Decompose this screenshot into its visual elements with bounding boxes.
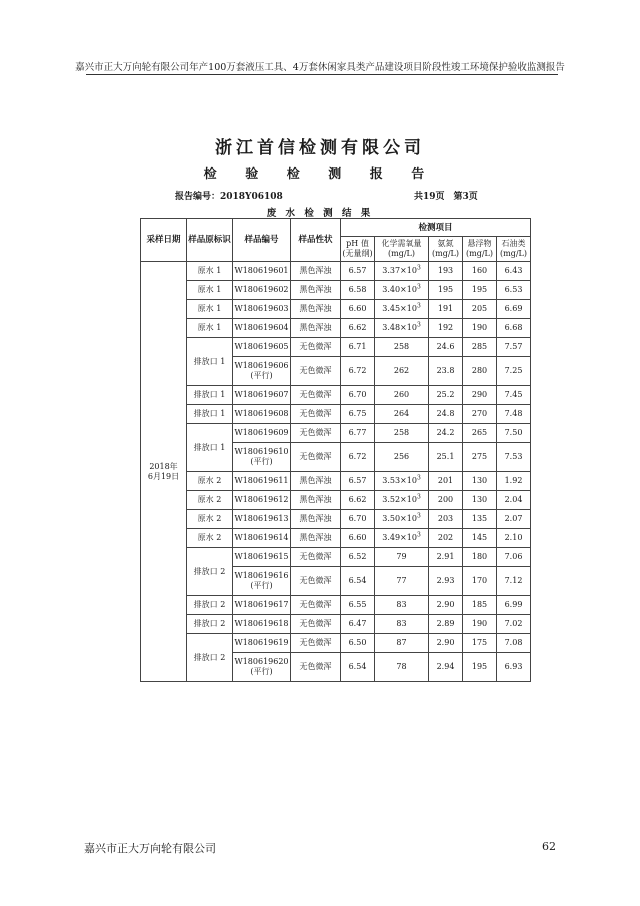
ph-cell: 6.60 (341, 300, 375, 319)
ph-cell: 6.72 (341, 443, 375, 472)
ammonia-cell: 193 (429, 262, 463, 281)
nature-cell: 黑色浑浊 (291, 491, 341, 510)
cod-value: 78 (396, 662, 407, 671)
cod-value: 3.48×10 (382, 323, 417, 332)
cod-value: 3.50×10 (382, 514, 417, 523)
sample-id: W180619610 (234, 447, 289, 456)
cod-value: 3.45×10 (382, 304, 417, 313)
sample-id-cell (233, 386, 291, 405)
petroleum-cell: 1.92 (497, 472, 531, 491)
cod-cell (375, 634, 429, 653)
sample-id-cell (233, 653, 291, 682)
cod-cell (375, 386, 429, 405)
sample-id: W180619613 (234, 514, 289, 523)
table-row (141, 319, 531, 338)
report-number: 报告编号：2018Y06108 (175, 192, 283, 202)
sample-id-cell (233, 615, 291, 634)
ph-cell: 6.60 (341, 529, 375, 548)
sample-id: W180619611 (234, 476, 289, 485)
nature-cell: 黑色浑浊 (291, 472, 341, 491)
suspended-solids-cell: 130 (463, 491, 497, 510)
cod-value: 83 (396, 600, 407, 609)
page-header: 嘉兴市正大万向轮有限公司年产100万套液压工具、4万套休闲家具类产品建设项目阶段性竣工环境保护验收监测报告 (75, 62, 565, 73)
sample-id-cell (233, 567, 291, 596)
cod-exponent: 3 (416, 531, 421, 539)
ammonia-cell: 2.90 (429, 596, 463, 615)
ammonia-cell: 192 (429, 319, 463, 338)
sample-id: W180619612 (234, 495, 289, 504)
cod-cell (375, 357, 429, 386)
location-cell: 排放口 1 (187, 338, 233, 386)
table-row (141, 281, 531, 300)
petroleum-cell: 7.57 (497, 338, 531, 357)
nature-cell: 无色微浑 (291, 338, 341, 357)
suspended-solids-cell: 180 (463, 548, 497, 567)
ph-cell: 6.57 (341, 262, 375, 281)
nature-cell: 黑色浑浊 (291, 281, 341, 300)
location-cell: 原水 2 (187, 529, 233, 548)
header-date: 采样日期 (141, 219, 187, 262)
suspended-solids-cell: 160 (463, 262, 497, 281)
suspended-solids-cell: 265 (463, 424, 497, 443)
ph-cell: 6.62 (341, 491, 375, 510)
wastewater-results-table (140, 218, 531, 682)
petroleum-cell: 2.07 (497, 510, 531, 529)
cod-value: 77 (396, 576, 407, 585)
cod-value: 83 (396, 619, 407, 628)
sample-id-cell (233, 405, 291, 424)
location-cell: 原水 2 (187, 510, 233, 529)
sampling-date-day: 6月19日 (147, 471, 180, 481)
table-row (141, 510, 531, 529)
location-cell: 排放口 2 (187, 615, 233, 634)
sample-id-cell (233, 281, 291, 300)
item-header (429, 237, 463, 262)
sample-id: W180619603 (234, 304, 289, 313)
nature-cell: 黑色浑浊 (291, 300, 341, 319)
cod-cell (375, 443, 429, 472)
ammonia-cell: 202 (429, 529, 463, 548)
cod-cell (375, 615, 429, 634)
petroleum-cell: 7.45 (497, 386, 531, 405)
nature-cell: 黑色浑浊 (291, 319, 341, 338)
cod-cell (375, 653, 429, 682)
ammonia-cell: 201 (429, 472, 463, 491)
nature-cell: 黑色浑浊 (291, 510, 341, 529)
ph-cell: 6.47 (341, 615, 375, 634)
ammonia-cell: 2.94 (429, 653, 463, 682)
item-header-name: pH 值 (346, 239, 369, 248)
ph-cell: 6.70 (341, 386, 375, 405)
cod-cell (375, 491, 429, 510)
sampling-date-year: 2018年 (149, 461, 178, 471)
suspended-solids-cell: 205 (463, 300, 497, 319)
nature-cell: 无色微浑 (291, 653, 341, 682)
sample-id: W180619615 (234, 552, 289, 561)
table-row (141, 491, 531, 510)
table-row (141, 424, 531, 443)
sample-id-note: (平行) (250, 581, 273, 590)
petroleum-cell: 6.68 (497, 319, 531, 338)
sample-id-note: (平行) (250, 457, 273, 466)
table-row (141, 472, 531, 491)
suspended-solids-cell: 175 (463, 634, 497, 653)
sample-id: W180619617 (234, 600, 289, 609)
item-header-unit: (mg/L) (432, 249, 459, 258)
nature-cell: 黑色浑浊 (291, 529, 341, 548)
sample-id: W180619618 (234, 619, 289, 628)
ammonia-cell: 2.91 (429, 548, 463, 567)
cod-exponent: 3 (416, 321, 421, 329)
sample-id: W180619602 (234, 285, 289, 294)
suspended-solids-cell: 270 (463, 405, 497, 424)
sample-id: W180619604 (234, 323, 289, 332)
cod-cell (375, 319, 429, 338)
table-row (141, 529, 531, 548)
sample-id-note: (平行) (250, 667, 273, 676)
item-header-unit: (mg/L) (388, 249, 415, 258)
cod-value: 3.49×10 (382, 533, 417, 542)
item-header (497, 237, 531, 262)
cod-value: 258 (393, 342, 410, 351)
sample-id: W180619614 (234, 533, 289, 542)
location-cell: 排放口 1 (187, 405, 233, 424)
ammonia-cell: 24.6 (429, 338, 463, 357)
cod-exponent: 3 (416, 302, 421, 310)
page-info: 共19页 第3页 (414, 192, 478, 202)
petroleum-cell: 7.06 (497, 548, 531, 567)
sample-id-cell (233, 424, 291, 443)
nature-cell: 无色微浑 (291, 443, 341, 472)
cod-exponent: 3 (416, 474, 421, 482)
item-header-unit: (mg/L) (500, 249, 527, 258)
ph-cell: 6.72 (341, 357, 375, 386)
cod-cell (375, 281, 429, 300)
sample-id: W180619619 (234, 638, 289, 647)
petroleum-cell: 2.10 (497, 529, 531, 548)
sample-id: W180619620 (234, 657, 289, 666)
petroleum-cell: 7.08 (497, 634, 531, 653)
suspended-solids-cell: 190 (463, 615, 497, 634)
sample-id-cell (233, 300, 291, 319)
table-body (141, 262, 531, 682)
item-header-name: 氨氮 (437, 239, 454, 248)
location-cell: 原水 2 (187, 472, 233, 491)
petroleum-cell: 7.02 (497, 615, 531, 634)
table-row (141, 405, 531, 424)
table-row (141, 300, 531, 319)
sample-id: W180619601 (234, 266, 289, 275)
cod-cell (375, 338, 429, 357)
cod-cell (375, 424, 429, 443)
suspended-solids-cell: 275 (463, 443, 497, 472)
footer-page-number: 62 (542, 840, 556, 853)
ph-cell: 6.75 (341, 405, 375, 424)
item-header-name: 化学需氧量 (381, 239, 422, 248)
location-cell: 排放口 2 (187, 634, 233, 682)
header-test-items: 检测项目 (341, 219, 531, 237)
petroleum-cell: 7.25 (497, 357, 531, 386)
sample-id: W180619616 (234, 571, 289, 580)
ph-cell: 6.77 (341, 424, 375, 443)
table-row (141, 262, 531, 281)
location-cell: 排放口 2 (187, 596, 233, 615)
sample-id-note: (平行) (250, 371, 273, 380)
cod-cell (375, 529, 429, 548)
sample-id-cell (233, 529, 291, 548)
table-row (141, 634, 531, 653)
cod-value: 260 (393, 390, 410, 399)
cod-cell (375, 472, 429, 491)
report-title: 检 验 检 测 报 告 (203, 167, 437, 182)
nature-cell: 无色微浑 (291, 357, 341, 386)
nature-cell: 无色微浑 (291, 386, 341, 405)
sample-id-cell (233, 319, 291, 338)
sample-id-cell (233, 472, 291, 491)
suspended-solids-cell: 130 (463, 472, 497, 491)
ammonia-cell: 2.93 (429, 567, 463, 596)
sample-id-cell (233, 596, 291, 615)
petroleum-cell: 6.43 (497, 262, 531, 281)
nature-cell: 黑色浑浊 (291, 262, 341, 281)
cod-exponent: 3 (416, 512, 421, 520)
petroleum-cell: 6.93 (497, 653, 531, 682)
suspended-solids-cell: 280 (463, 357, 497, 386)
table-row (141, 338, 531, 357)
ph-cell: 6.50 (341, 634, 375, 653)
petroleum-cell: 6.69 (497, 300, 531, 319)
ph-cell: 6.62 (341, 319, 375, 338)
ph-cell: 6.52 (341, 548, 375, 567)
cod-value: 256 (393, 452, 410, 461)
ph-cell: 6.57 (341, 472, 375, 491)
nature-cell: 无色微浑 (291, 615, 341, 634)
cod-cell (375, 510, 429, 529)
cod-exponent: 3 (416, 264, 421, 272)
cod-value: 3.40×10 (382, 285, 417, 294)
sample-id: W180619607 (234, 390, 289, 399)
ph-cell: 6.58 (341, 281, 375, 300)
cod-value: 3.52×10 (382, 495, 417, 504)
sample-id-cell (233, 262, 291, 281)
item-header (341, 237, 375, 262)
ph-cell: 6.55 (341, 596, 375, 615)
ammonia-cell: 24.8 (429, 405, 463, 424)
ph-cell: 6.70 (341, 510, 375, 529)
item-header (375, 237, 429, 262)
location-cell: 原水 2 (187, 491, 233, 510)
ammonia-cell: 25.1 (429, 443, 463, 472)
sample-id: W180619608 (234, 409, 289, 418)
nature-cell: 无色微浑 (291, 596, 341, 615)
ammonia-cell: 24.2 (429, 424, 463, 443)
sampling-date-cell (141, 262, 187, 682)
table-row (141, 596, 531, 615)
cod-value: 79 (396, 552, 407, 561)
header-location: 样品原标识 (187, 219, 233, 262)
ph-cell: 6.54 (341, 567, 375, 596)
ammonia-cell: 2.89 (429, 615, 463, 634)
cod-cell (375, 405, 429, 424)
ammonia-cell: 25.2 (429, 386, 463, 405)
petroleum-cell: 7.50 (497, 424, 531, 443)
nature-cell: 无色微浑 (291, 567, 341, 596)
sample-id: W180619609 (234, 428, 289, 437)
cod-value: 262 (393, 366, 410, 375)
ammonia-cell: 191 (429, 300, 463, 319)
nature-cell: 无色微浑 (291, 548, 341, 567)
ammonia-cell: 23.8 (429, 357, 463, 386)
header-nature: 样品性状 (291, 219, 341, 262)
petroleum-cell: 7.12 (497, 567, 531, 596)
location-cell: 排放口 1 (187, 386, 233, 405)
sample-id: W180619605 (234, 342, 289, 351)
location-cell: 原水 1 (187, 300, 233, 319)
petroleum-cell: 7.53 (497, 443, 531, 472)
cod-value: 258 (393, 428, 410, 437)
location-cell: 原水 1 (187, 262, 233, 281)
sample-id: W180619606 (234, 361, 289, 370)
petroleum-cell: 7.48 (497, 405, 531, 424)
cod-value: 87 (396, 638, 407, 647)
location-cell: 排放口 1 (187, 424, 233, 472)
cod-cell (375, 300, 429, 319)
ammonia-cell: 2.90 (429, 634, 463, 653)
suspended-solids-cell: 185 (463, 596, 497, 615)
table-caption: 废 水 检 测 结 果 (266, 208, 374, 219)
company-name: 浙江首信检测有限公司 (215, 138, 425, 158)
item-header-unit: (无量纲) (342, 249, 373, 258)
item-header-name: 石油类 (501, 239, 526, 248)
sample-id-cell (233, 548, 291, 567)
nature-cell: 无色微浑 (291, 634, 341, 653)
table-row (141, 548, 531, 567)
cod-value: 3.53×10 (382, 476, 417, 485)
location-cell: 排放口 2 (187, 548, 233, 596)
cod-cell (375, 567, 429, 596)
suspended-solids-cell: 135 (463, 510, 497, 529)
cod-value: 3.37×10 (382, 266, 417, 275)
header-divider (86, 74, 558, 75)
ammonia-cell: 200 (429, 491, 463, 510)
ammonia-cell: 195 (429, 281, 463, 300)
cod-exponent: 3 (416, 283, 421, 291)
petroleum-cell: 2.04 (497, 491, 531, 510)
suspended-solids-cell: 285 (463, 338, 497, 357)
petroleum-cell: 6.53 (497, 281, 531, 300)
suspended-solids-cell: 145 (463, 529, 497, 548)
suspended-solids-cell: 195 (463, 653, 497, 682)
table-row (141, 615, 531, 634)
table-row (141, 386, 531, 405)
sample-id-cell (233, 443, 291, 472)
item-header-name: 悬浮物 (467, 239, 492, 248)
suspended-solids-cell: 290 (463, 386, 497, 405)
nature-cell: 无色微浑 (291, 405, 341, 424)
suspended-solids-cell: 190 (463, 319, 497, 338)
cod-cell (375, 262, 429, 281)
header-sample-no: 样品编号 (233, 219, 291, 262)
sample-id-cell (233, 510, 291, 529)
suspended-solids-cell: 195 (463, 281, 497, 300)
sample-id-cell (233, 491, 291, 510)
sample-id-cell (233, 634, 291, 653)
item-header (463, 237, 497, 262)
cod-cell (375, 548, 429, 567)
nature-cell: 无色微浑 (291, 424, 341, 443)
ph-cell: 6.71 (341, 338, 375, 357)
sample-id-cell (233, 357, 291, 386)
cod-exponent: 3 (416, 493, 421, 501)
location-cell: 原水 1 (187, 319, 233, 338)
suspended-solids-cell: 170 (463, 567, 497, 596)
item-header-unit: (mg/L) (466, 249, 493, 258)
footer-company: 嘉兴市正大万向轮有限公司 (84, 842, 216, 855)
ammonia-cell: 203 (429, 510, 463, 529)
cod-cell (375, 596, 429, 615)
sample-id-cell (233, 338, 291, 357)
cod-value: 264 (393, 409, 410, 418)
ph-cell: 6.54 (341, 653, 375, 682)
location-cell: 原水 1 (187, 281, 233, 300)
petroleum-cell: 6.99 (497, 596, 531, 615)
